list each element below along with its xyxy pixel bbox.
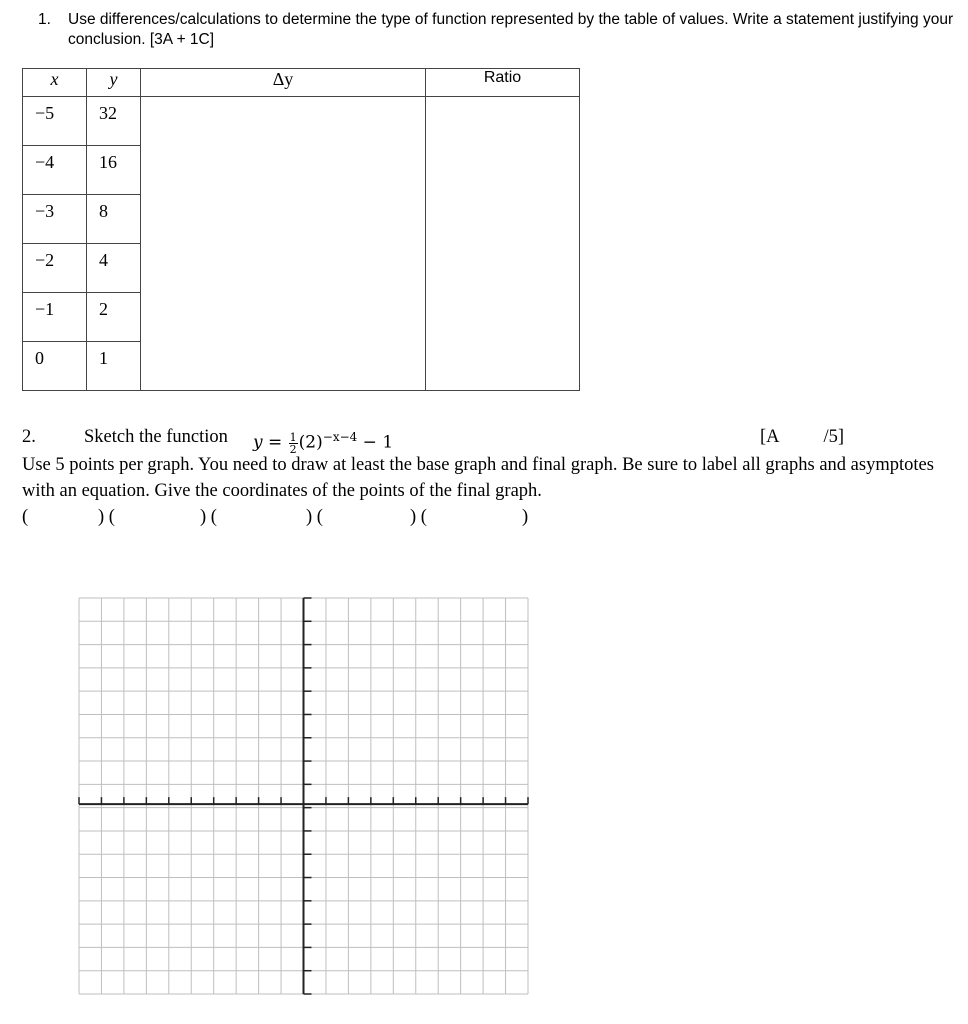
equation-base: (2)	[298, 432, 323, 453]
cell-y: 4	[87, 244, 141, 293]
cell-y: 32	[87, 97, 141, 146]
equation-tail: − 1	[357, 432, 394, 453]
header-ratio: Ratio	[426, 69, 580, 97]
question-2-number: 2.	[22, 427, 36, 447]
cell-x: −4	[23, 146, 87, 195]
marks-total: /5]	[823, 427, 845, 447]
coordinate-paren: )	[522, 507, 529, 527]
cell-x: −3	[23, 195, 87, 244]
question-1-text: Use differences/calculations to determine the type of function represented by the table of values. Write a statement justifying your conclusion. [3A + 1C]	[68, 11, 954, 48]
coordinate-paren: ) (	[306, 507, 323, 527]
cell-y: 16	[87, 146, 141, 195]
cell-x: −1	[23, 293, 87, 342]
cell-y: 1	[87, 342, 141, 391]
cell-x: 0	[23, 342, 87, 391]
cell-x: −5	[23, 97, 87, 146]
cell-y: 2	[87, 293, 141, 342]
header-delta-y: Δy	[141, 69, 426, 97]
question-1-number: 1.	[38, 11, 51, 28]
coordinate-paren: (	[22, 507, 29, 527]
question-2-stem: Sketch the function	[84, 427, 228, 447]
equation-lhs: y =	[253, 432, 283, 453]
cell-x: −2	[23, 244, 87, 293]
coordinate-paren: ) (	[200, 507, 217, 527]
equation-exponent: −x−4	[322, 430, 358, 444]
coordinate-paren: ) (	[410, 507, 427, 527]
fraction-numerator: 1	[289, 430, 297, 444]
question-2-instructions: Use 5 points per graph. You need to draw at least the base graph and final graph. Be sure to label all graphs and asymptotes with an equation. Give the coordinates of the points of the final graph.	[22, 455, 934, 501]
header-y: y	[87, 69, 141, 97]
fraction-denominator: 2	[289, 442, 297, 456]
header-x: x	[23, 69, 87, 97]
marks-prefix: [A	[760, 427, 780, 447]
coordinate-paren: ) (	[98, 507, 115, 527]
cell-y: 8	[87, 195, 141, 244]
